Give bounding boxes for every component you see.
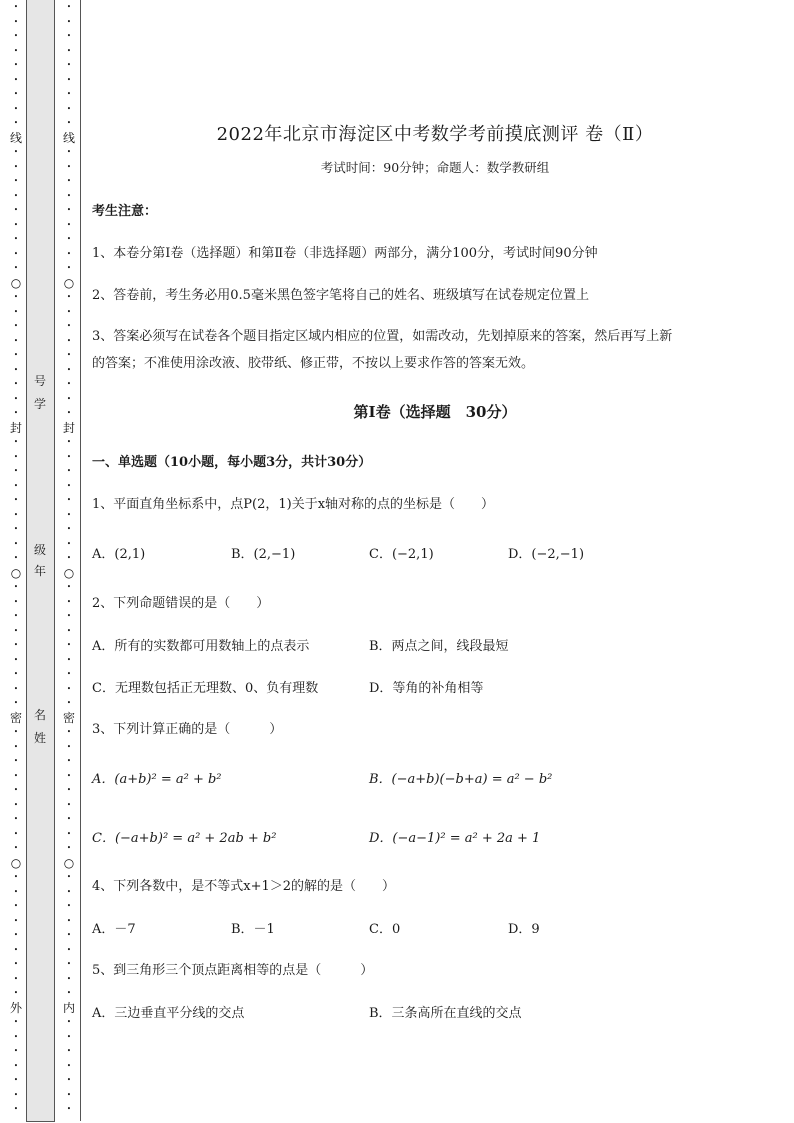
option-b: B．(−a+b)(−b+a) = a² − b²	[369, 772, 553, 787]
binding-dot: •	[13, 481, 19, 490]
binding-dot: •	[66, 452, 72, 461]
notice-item: 3、答案必须写在试卷各个题目指定区域内相应的位置，如需改动，先划掉原来的答案，然后再写上新	[92, 329, 673, 344]
binding-dot: •	[66, 815, 72, 823]
binding-dot: •	[66, 539, 72, 548]
binding-dot: •	[66, 800, 72, 809]
binding-dot: •	[13, 1018, 19, 1026]
binding-dot: •	[66, 61, 72, 69]
binding-dot: •	[13, 887, 19, 896]
binding-dot: •	[13, 17, 19, 26]
binding-dot: •	[66, 293, 72, 301]
binding-dot: •	[66, 916, 72, 925]
binding-strip	[26, 0, 55, 1122]
notice-item: 的答案；不准使用涂改液、胶带纸、修正带，不按以上要求作答的答案无效。	[92, 356, 535, 371]
notice-item: 2、答卷前，考生务必用0.5毫米黑色签字笔将自己的姓名、班级填写在试卷规定位置上	[92, 288, 589, 303]
binding-dot: •	[13, 974, 19, 983]
binding-dot: •	[66, 1090, 72, 1099]
notice-item: 1、本卷分第Ⅰ卷（选择题）和第Ⅱ卷（非选择题）两部分，满分100分，考试时间90分钟	[92, 246, 598, 261]
page-subtitle: 考试时间：90分钟；命题人：数学教研组	[320, 160, 550, 175]
binding-dot: •	[66, 438, 72, 446]
binding-dot: •	[13, 583, 19, 591]
option-d: D．等角的补角相等	[369, 681, 484, 696]
binding-divider	[80, 0, 81, 1121]
field-label-nian: 年	[33, 564, 46, 578]
page-title: 2022年北京市海淀区中考数学考前摸底测评 卷（Ⅱ）	[216, 124, 654, 145]
binding-dot: •	[66, 119, 72, 127]
binding-dot: •	[13, 655, 19, 664]
binding-dot: •	[13, 452, 19, 461]
binding-dot: •	[13, 1076, 19, 1084]
binding-dots-inner	[64, 0, 74, 1123]
binding-dot: •	[66, 525, 72, 533]
field-label-hao: 号	[33, 374, 46, 388]
binding-dot: •	[13, 90, 19, 98]
binding-dot: •	[66, 641, 72, 649]
binding-dot: •	[66, 655, 72, 664]
binding-dot: •	[66, 1047, 72, 1055]
binding-dot: •	[66, 742, 72, 751]
binding-dot: •	[13, 815, 19, 823]
binding-dot: •	[66, 75, 72, 84]
binding-dot: •	[66, 307, 72, 316]
binding-label: 密	[10, 710, 23, 725]
binding-dot: •	[66, 104, 72, 113]
binding-label: 外	[10, 1000, 23, 1015]
binding-dot: •	[66, 931, 72, 939]
binding-dot: •	[66, 220, 72, 229]
binding-dot: •	[66, 206, 72, 214]
binding-dot: •	[66, 554, 72, 562]
binding-dot: •	[13, 293, 19, 301]
binding-dot: •	[13, 670, 19, 678]
binding-dot: •	[66, 1032, 72, 1041]
binding-dot: •	[66, 612, 72, 620]
binding-dot: •	[66, 148, 72, 156]
question-stem: 3、下列计算正确的是（ ）	[92, 722, 283, 737]
part-heading: 一、单选题（10小题，每小题3分，共计30分）	[92, 455, 372, 470]
binding-dot: •	[13, 960, 19, 968]
binding-dot: •	[13, 597, 19, 606]
field-label-xue: 学	[33, 397, 46, 411]
binding-dot: •	[13, 119, 19, 127]
binding-label: 密	[63, 710, 76, 725]
binding-dot: •	[66, 887, 72, 896]
binding-dot: •	[66, 670, 72, 678]
binding-label: 线	[10, 130, 23, 145]
binding-dot: •	[13, 931, 19, 939]
binding-dot: •	[66, 496, 72, 504]
binding-dot: •	[13, 1032, 19, 1041]
binding-dot: •	[13, 902, 19, 910]
binding-dot: •	[66, 829, 72, 838]
binding-dot: •	[13, 365, 19, 374]
binding-dot: •	[66, 1076, 72, 1084]
binding-circle-icon: ○	[63, 565, 75, 580]
option-b: B．(2,−1)	[231, 547, 296, 562]
option-a: A．所有的实数都可用数轴上的点表示	[92, 639, 310, 654]
binding-dot: •	[13, 3, 19, 11]
binding-dot: •	[13, 264, 19, 272]
binding-dot: •	[66, 90, 72, 98]
binding-dot: •	[66, 235, 72, 243]
field-label-xing: 姓	[33, 731, 46, 745]
binding-label: 内	[63, 1000, 76, 1015]
binding-dot: •	[13, 380, 19, 388]
binding-dot: •	[66, 699, 72, 707]
binding-dot: •	[66, 974, 72, 983]
field-label-ji: 级	[33, 543, 46, 557]
binding-dot: •	[66, 510, 72, 519]
option-a: A．三边垂直平分线的交点	[92, 1006, 245, 1021]
binding-dot: •	[66, 481, 72, 490]
binding-dot: •	[13, 46, 19, 55]
binding-dot: •	[13, 249, 19, 258]
binding-dot: •	[66, 786, 72, 794]
binding-dot: •	[66, 728, 72, 736]
binding-dot: •	[13, 525, 19, 533]
binding-dot: •	[66, 945, 72, 954]
option-d: D．(−2,−1)	[508, 547, 585, 562]
binding-dot: •	[66, 960, 72, 968]
binding-dot: •	[66, 1105, 72, 1113]
binding-dot: •	[13, 467, 19, 475]
binding-dot: •	[66, 844, 72, 852]
option-b: B．三条高所在直线的交点	[369, 1006, 522, 1021]
option-c: C．(−2,1)	[369, 547, 434, 562]
binding-dot: •	[66, 17, 72, 26]
binding-dot: •	[13, 496, 19, 504]
binding-dot: •	[13, 873, 19, 881]
binding-dot: •	[13, 771, 19, 780]
binding-dot: •	[13, 32, 19, 40]
binding-dot: •	[13, 394, 19, 403]
question-stem: 4、下列各数中，是不等式x+1＞2的解的是（ ）	[92, 879, 396, 894]
option-b: B．－1	[231, 922, 275, 937]
binding-dot: •	[13, 61, 19, 69]
binding-dot: •	[13, 699, 19, 707]
binding-dot: •	[66, 902, 72, 910]
option-a: A．(a+b)² = a² + b²	[92, 772, 222, 787]
option-d: D．9	[508, 922, 540, 937]
notice-heading: 考生注意：	[92, 204, 158, 219]
binding-dot: •	[13, 829, 19, 838]
option-d: D．(−a−1)² = a² + 2a + 1	[369, 831, 541, 846]
binding-dot: •	[13, 104, 19, 113]
binding-dot: •	[66, 322, 72, 330]
binding-dot: •	[13, 438, 19, 446]
binding-dot: •	[66, 771, 72, 780]
binding-dots-outer	[11, 0, 21, 1123]
option-c: C．(−a+b)² = a² + 2ab + b²	[92, 831, 277, 846]
binding-label: 线	[63, 130, 76, 145]
option-c: C．0	[369, 922, 401, 937]
binding-dot: •	[13, 1090, 19, 1099]
binding-dot: •	[13, 409, 19, 417]
binding-dot: •	[66, 32, 72, 40]
section-title: 第Ⅰ卷（选择题 30分）	[353, 403, 517, 421]
option-a: A．－7	[92, 922, 136, 937]
binding-dot: •	[13, 1061, 19, 1070]
binding-dot: •	[66, 264, 72, 272]
binding-dot: •	[13, 1105, 19, 1113]
binding-label: 封	[10, 420, 23, 435]
binding-dot: •	[13, 220, 19, 229]
binding-dot: •	[66, 467, 72, 475]
field-label-ming: 名	[33, 708, 46, 722]
binding-dot: •	[13, 322, 19, 330]
question-stem: 1、平面直角坐标系中，点P(2，1)关于x轴对称的点的坐标是（ ）	[92, 497, 495, 512]
binding-dot: •	[66, 177, 72, 185]
binding-dot: •	[13, 351, 19, 359]
binding-dot: •	[13, 612, 19, 620]
binding-dot: •	[66, 351, 72, 359]
binding-dot: •	[13, 945, 19, 954]
binding-dot: •	[66, 684, 72, 693]
binding-dot: •	[13, 728, 19, 736]
binding-dot: •	[13, 626, 19, 635]
binding-dot: •	[66, 583, 72, 591]
binding-dot: •	[66, 394, 72, 403]
binding-dot: •	[13, 75, 19, 84]
binding-dot: •	[66, 409, 72, 417]
option-c: C．无理数包括正无理数、0、负有理数	[92, 681, 319, 696]
binding-dot: •	[13, 539, 19, 548]
binding-dot: •	[13, 510, 19, 519]
binding-dot: •	[66, 873, 72, 881]
binding-dot: •	[66, 757, 72, 765]
binding-dot: •	[13, 989, 19, 997]
binding-dot: •	[13, 844, 19, 852]
binding-label: 封	[63, 420, 76, 435]
binding-dot: •	[13, 641, 19, 649]
binding-dot: •	[13, 191, 19, 200]
question-stem: 5、到三角形三个顶点距离相等的点是（ ）	[92, 963, 374, 978]
binding-dot: •	[66, 597, 72, 606]
question-stem: 2、下列命题错误的是（ ）	[92, 596, 270, 611]
binding-dot: •	[13, 1047, 19, 1055]
binding-dot: •	[13, 307, 19, 316]
binding-dot: •	[66, 46, 72, 55]
binding-dot: •	[13, 800, 19, 809]
binding-dot: •	[13, 916, 19, 925]
binding-dot: •	[13, 177, 19, 185]
binding-dot: •	[66, 162, 72, 171]
binding-dot: •	[13, 162, 19, 171]
binding-circle-icon: ○	[10, 565, 22, 580]
binding-dot: •	[13, 554, 19, 562]
binding-dot: •	[13, 786, 19, 794]
binding-dot: •	[66, 380, 72, 388]
binding-dot: •	[13, 757, 19, 765]
binding-circle-icon: ○	[10, 275, 22, 290]
binding-dot: •	[66, 249, 72, 258]
binding-dot: •	[66, 989, 72, 997]
binding-dot: •	[66, 1018, 72, 1026]
binding-dot: •	[13, 206, 19, 214]
binding-dot: •	[13, 235, 19, 243]
binding-circle-icon: ○	[63, 855, 75, 870]
option-b: B．两点之间，线段最短	[369, 639, 509, 654]
binding-circle-icon: ○	[63, 275, 75, 290]
binding-dot: •	[66, 3, 72, 11]
binding-dot: •	[66, 626, 72, 635]
binding-circle-icon: ○	[10, 855, 22, 870]
binding-dot: •	[66, 336, 72, 345]
binding-dot: •	[13, 336, 19, 345]
binding-dot: •	[66, 365, 72, 374]
option-a: A．(2,1)	[92, 547, 146, 562]
binding-dot: •	[13, 742, 19, 751]
binding-dot: •	[13, 148, 19, 156]
binding-dot: •	[66, 191, 72, 200]
binding-dot: •	[13, 684, 19, 693]
binding-dot: •	[66, 1061, 72, 1070]
